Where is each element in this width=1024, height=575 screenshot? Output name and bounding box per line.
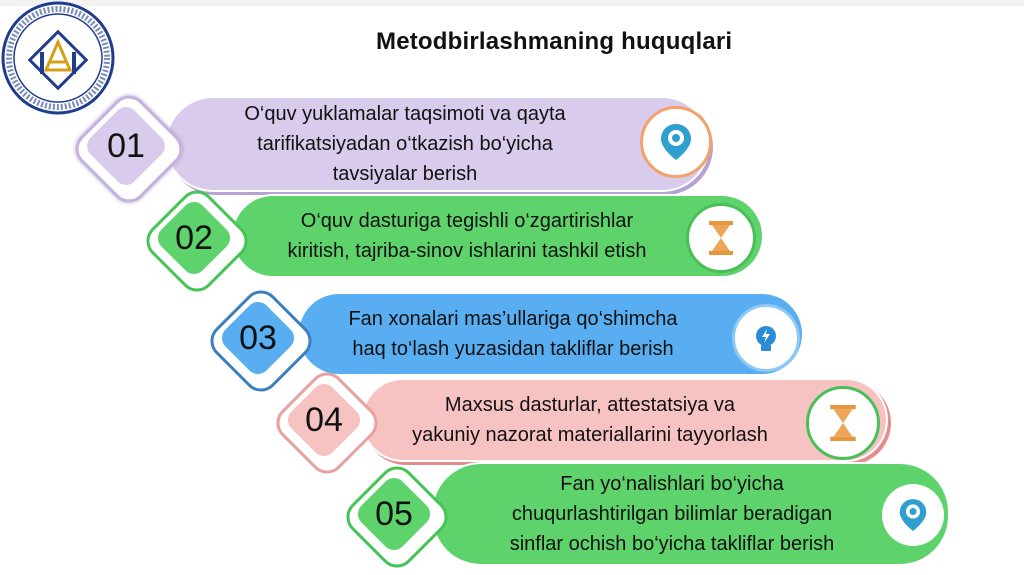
- page-title: Metodbirlashmaning huquqlari: [376, 28, 733, 55]
- number-badge: 03: [220, 300, 296, 376]
- list-item: [146, 194, 764, 278]
- number-badge: 04: [286, 382, 362, 458]
- list-item: [80, 96, 710, 192]
- lightbulb-icon: [732, 304, 800, 372]
- number-badge: 01: [86, 106, 166, 186]
- item-text: Maxsus dasturlar, attestatsiya va yakuniy nazorat materiallarini tayyorlash: [412, 394, 768, 446]
- list-item: [212, 292, 804, 376]
- item-text: Fan xonalari mas’ullariga qo‘shimcha haq to‘lash yuzasidan takliflar berish: [348, 308, 678, 360]
- item-text: Fan yo‘nalishlari bo‘yicha chuqurlashtirilgan bilimlar beradigan sinflar ochish bo‘yicha takliflar berish: [509, 473, 835, 555]
- top-bar: [0, 0, 1024, 6]
- gear-location-icon: [640, 106, 712, 178]
- number-badge: 02: [156, 200, 232, 276]
- number-badge: 05: [356, 476, 432, 552]
- item-text: O‘quv dasturiga tegishli o‘zgartirishlar kiritish, tajriba-sinov ishlarini tashkil etish: [287, 210, 647, 262]
- list-item: [276, 378, 888, 462]
- item-text: O‘quv yuklamalar taqsimoti va qayta tarifikatsiyadan o‘tkazish bo‘yicha tavsiyalar berish: [244, 103, 566, 185]
- list-item: [346, 462, 950, 566]
